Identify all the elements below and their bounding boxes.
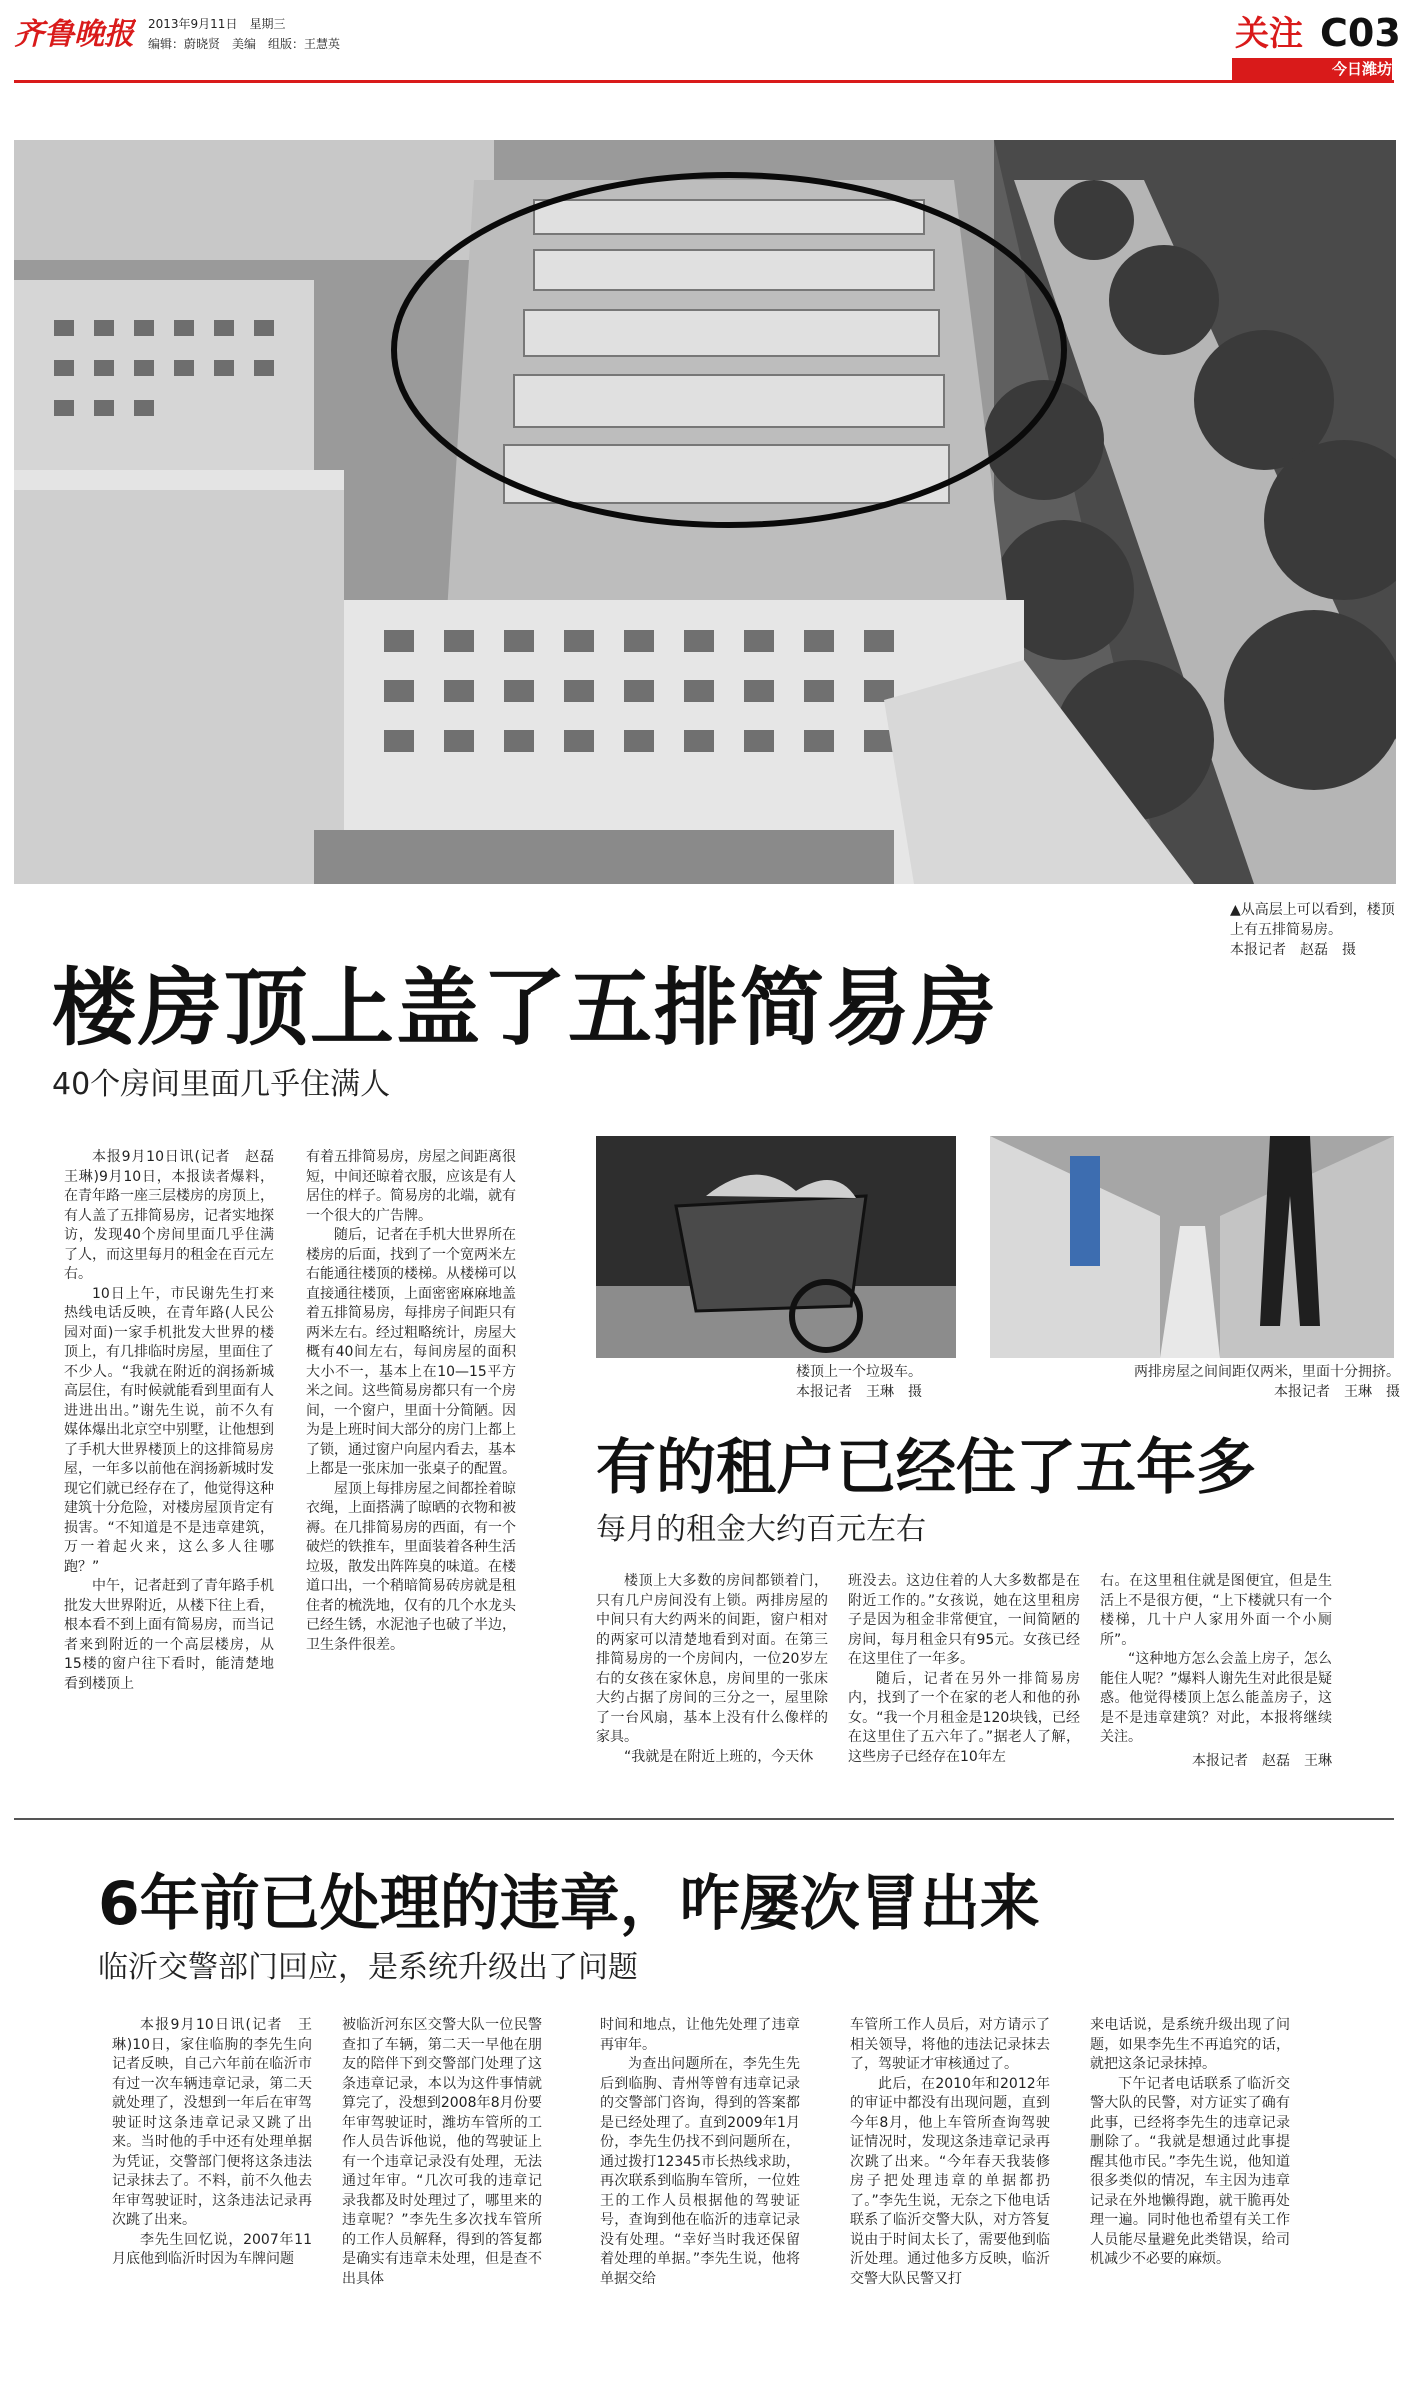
section-subtitle: 今日潍坊 [1331,60,1392,78]
story2-column-3 [1100,1572,1332,1771]
subheadline: 40个房间里面几乎住满人 [52,1067,391,1102]
paragraph: 车管所工作人员后，对方请示了相关领导，将他的违法记录抹去了，驾驶证才审核通过了。 [850,2017,1050,2072]
story2-column-1 [596,1572,828,1767]
paragraph: 随后，记者在另外一排简易房内，找到了一个在家的老人和他的孙女。“我一个月租金是120块钱，已经在这里住了五六年了。”据老人了解，这些房子已经存在10年左 [848,1670,1080,1765]
main-photo-rooftop [14,140,1396,884]
newspaper-masthead-logo [14,10,136,54]
paragraph: 时间和地点，让他先处理了违章再审年。 [600,2017,800,2053]
paragraph: 本报9月10日讯(记者 王琳)10日，家住临朐的李先生向记者反映，自己六年前在临沂市有过一次车辆违章记录，第二天就处理了，没想到一年后在审驾驶证时这条违章记录又跳了出来。当时他的手中还有处理单据为凭证，交警部门便将这条违法记录抹去了。不料，前不久他去年审驾驶证时，这条违法记录再次跳了出来。 [112,2017,312,2228]
subheadline: 每月的租金大约百元左右 [596,1512,926,1547]
caption-text: 两排房屋之间间距仅两米，里面十分拥挤。 [1134,1364,1400,1380]
section-name: 关注 [1235,14,1303,54]
paragraph: 本报9月10日讯(记者 赵磊 王琳)9月10日，本报读者爆料，在青年路一座三层楼房的房顶上，有人盖了五排简易房，记者实地探访，发现40个房间里面几乎住满了人，而这里每月的租金在百元左右。 [64,1149,288,1282]
paragraph: “这种地方怎么会盖上房子，怎么能住人呢？”爆料人谢先生对此很是疑惑。他觉得楼顶上怎么能盖房子，这是不是违章建筑？对此，本报将继续关注。 [1100,1651,1332,1745]
story1-column-1 [64,1148,288,1694]
page-number: C03 [1320,11,1401,55]
paragraph: 楼顶上大多数的房间都锁着门，只有几户房间没有上锁。两排房屋的中间只有大约两米的间距，窗户相对的两家可以清楚地看到对面。在第三排简易房的一个房间内，一位20岁左右的女孩在家休息，房间里的一张床大约占据了房间的三分之一，屋里除了一台风扇，基本上没有什么像样的家具。 [596,1573,828,1745]
paragraph: 10日上午，市民谢先生打来热线电话反映，在青年路(人民公园对面)一家手机批发大世界的楼顶上，有几排临时房屋，里面住了不少人。“我就在附近的润扬新城高层住，有时候就能看到里面有人进进出出。”谢先生说，前不久有媒体爆出北京空中别墅，让他想到了手机大世界楼顶上的这排简易房屋，一年多以前他在润扬新城时发现它们就已经存在了，他觉得这种建筑十分危险，对楼房屋顶肯定有损害。“不知道是不是违章建筑，万一着起火来，这么多人往哪跑？” [64,1285,274,1575]
photo2-caption [1070,1362,1400,1402]
paragraph: “我就是在附近上班的，今天休 [624,1748,814,1765]
photo1-caption [796,1362,966,1402]
story3-column-2 [342,2016,542,2289]
section-divider [14,1818,1394,1820]
paragraph: 下午记者电话联系了临沂交警大队的民警，对方证实了确有此事，已经将李先生的违章记录删除了。“我就是想通过此事提醒其他市民。”李先生说，他知道很多类似的情况，车主因为违章记录在外地懒得跑，就干脆再处理一遍。同时他也希望有关工作人员能尽量避免此类错误，给司机减少不必要的麻烦。 [1090,2075,1290,2267]
caption-credit: 本报记者 王琳 摄 [1274,1384,1400,1400]
paragraph: 右。在这里租住就是图便宜，但是生活上不是很方便，“上下楼就只有一个楼梯，几十户人家用外面一个小厕所”。 [1100,1573,1332,1648]
paragraph: 为查出问题所在，李先生先后到临朐、青州等曾有违章记录的交警部门咨询，得到的答案都是已经处理了。直到2009年1月份，李先生仍找不到问题所在，通过拨打12345市长热线求助，再次联系到临朐车管所，一位姓王的工作人员根据他的驾驶证号，查询到他在临沂的违章记录没有处理。“幸好当时我还保留着处理的单据。”李先生说，他将单据交给 [600,2056,800,2287]
headline: 楼房顶上盖了五排简易房 [52,959,999,1057]
issue-date: 2013年9月11日 星期三 [148,17,286,31]
paragraph: 此后，在2010年和2012年的审证中都没有出现问题，直到今年8月，他上车管所查询驾驶证情况时，发现这条违章记录再次跳了出来。“今年春天我装修房子把处理违章的单据都扔了。”李先生说，无奈之下他电话联系了临沂交警大队，对方答复说由于时间太长了，需要他到临沂处理。通过他多方反映，临沂交警大队民警又打 [850,2075,1050,2287]
story1-column-2 [306,1148,516,1655]
headline: 6年前已处理的违章，咋屡次冒出来 [98,1869,1040,1939]
paragraph: 有着五排简易房，房屋之间距离很短，中间还晾着衣服，应该是有人居住的样子。简易房的北端，就有一个很大的广告牌。 [306,1149,516,1224]
paragraph: 随后，记者在手机大世界所在楼房的后面，找到了一个宽两米左右能通往楼顶的楼梯。从楼梯可以直接通往楼顶，上面密密麻麻地盖着五排简易房，每排房子间距只有两米左右。经过粗略统计，房屋大概有40间左右，每间房屋的面积大小不一，基本上在10—15平方米之间。这些简易房都只有一个房间，一个窗户，里面十分简陋。因为是上班时间大部分的房门上都上了锁，通过窗户向屋内看去，基本上都是一张床加一张桌子的配置。 [306,1227,516,1477]
caption-text: ▲从高层上可以看到，楼顶上有五排简易房。 [1230,902,1395,938]
paragraph: 被临沂河东区交警大队一位民警查扣了车辆，第二天一早他在朋友的陪伴下到交警部门处理了这条违章记录，本以为这件事情就算完了，没想到2008年8月份要年审驾驶证时，潍坊车管所的工作人员告诉他说，他的驾驶证上有一个违章记录没有处理，无法通过年审。“几次可我的违章记录我都及时处理过了，哪里来的违章呢？”李先生多次找车管所的工作人员解释，得到的答复都是确实有违章未处理，但是查不出具体 [342,2017,542,2287]
caption-text: 楼顶上一个垃圾车。 [796,1364,922,1380]
story2-credit: 本报记者 赵磊 王琳 [1192,1752,1332,1769]
photo-garbage-cart [596,1136,956,1358]
editor-credits: 编辑：蔚晓贤 美编 组版：王慧英 [148,37,341,51]
main-photo-caption [1230,900,1398,960]
subheadline: 临沂交警部门回应，是系统升级出了问题 [98,1950,638,1985]
photo-narrow-alley [990,1136,1394,1358]
caption-credit: 本报记者 王琳 摄 [796,1384,922,1400]
paragraph: 屋顶上每排房屋之间都拴着晾衣绳，上面搭满了晾晒的衣物和被褥。在几排简易房的西面，有一个破烂的铁推车，里面装着各种生活垃圾，散发出阵阵臭的味道。在楼道口出，一个稍暗简易砖房就是租住者的梳洗地，仅有的几个水龙头已经生锈，水泥池子也破了半边，卫生条件很差。 [306,1480,516,1653]
paragraph: 班没去。这边住着的人大多数都是在附近工作的。”女孩说，她在这里租房子是因为租金非常便宜，一间简陋的房间，每月租金只有95元。女孩已经在这里住了一年多。 [848,1573,1080,1667]
story3-column-1 [112,2016,312,2270]
paragraph: 李先生回忆说，2007年11月底他到临沂时因为车牌问题 [112,2231,312,2267]
paragraph: 来电话说，是系统升级出现了问题，如果李先生不再追究的话，就把这条记录抹掉。 [1090,2017,1290,2072]
story3-column-3 [600,2016,800,2289]
masthead-text: 齐鲁晚报 [14,17,134,52]
paragraph: 中午，记者赶到了青年路手机批发大世界附近，从楼下往上看，根本看不到上面有简易房，而当记者来到附近的一个高层楼房，从15楼的窗户往下看时，能清楚地看到楼顶上 [64,1578,274,1692]
story3-column-4 [850,2016,1050,2289]
caption-credit: 本报记者 赵磊 摄 [1230,942,1356,958]
story2-column-2 [848,1572,1080,1767]
headline: 有的租户已经住了五年多 [596,1433,1256,1503]
story3-column-5 [1090,2016,1290,2270]
header-rule [14,80,1394,83]
